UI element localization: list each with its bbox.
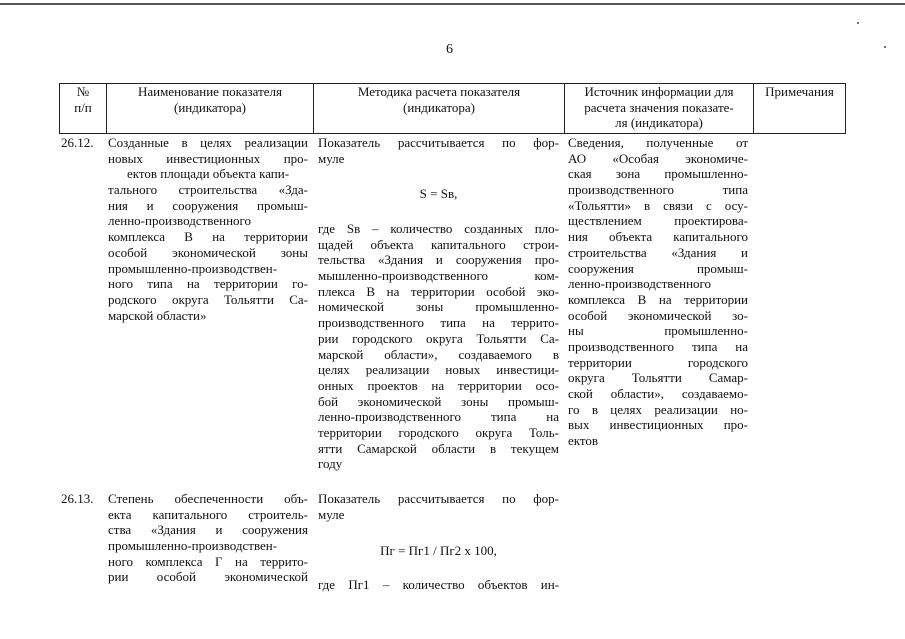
formula: Пг = Пг1 / Пг2 х 100,: [380, 543, 497, 558]
text-line: ектов: [568, 433, 599, 449]
text-line: бой экономической зоны промыш-: [318, 393, 559, 409]
text-line: онных проектов на территории осо-: [318, 377, 559, 393]
text-line: АО «Особая экономиче-: [568, 150, 748, 166]
text-line: Показатель рассчитывается по фор-: [318, 135, 559, 150]
text-line: ектов площади объекта капи-: [126, 166, 290, 182]
text-line: ленно-производственного: [568, 276, 712, 292]
method-description: [318, 221, 559, 472]
text-line: ного типа на территории го-: [108, 276, 308, 292]
information-source: [568, 135, 748, 449]
text-line: вых инвестиционных про-: [568, 417, 748, 433]
indicator-name: [108, 135, 308, 323]
header-indicator-name: [107, 84, 313, 115]
page-number: 6: [446, 42, 453, 57]
text-line: строительства «Здания и: [568, 244, 748, 260]
header-text: (индикатора): [174, 99, 246, 115]
text-line: тального строительства «Зда-: [108, 182, 308, 198]
text-line: плекса В на территории особой эко-: [318, 283, 559, 299]
text-line: рии особой экономической: [108, 569, 308, 585]
method-intro: [318, 135, 559, 166]
row-number: 26.13.: [61, 491, 94, 506]
text-line: особой экономической зо-: [568, 307, 748, 323]
text-line: Степень обеспеченности объ-: [108, 491, 308, 506]
text-line: где Пг1 – количество объектов ин-: [318, 577, 559, 592]
text-line: производственного типа на: [568, 338, 748, 354]
formula: S = Sв,: [419, 186, 458, 201]
text-line: комплекса В на территории: [108, 229, 308, 245]
text-line: году: [318, 456, 343, 472]
text-line: ществлением проектирова-: [568, 213, 748, 229]
text-line: родского округа Тольятти Са-: [108, 291, 308, 307]
header-text: (индикатора): [403, 99, 475, 115]
text-line: екта капитального строитель-: [108, 506, 308, 522]
text-line: территории городского округа Толь-: [318, 424, 559, 440]
header-text: п/п: [74, 99, 92, 115]
header-text: №: [76, 84, 90, 99]
text-line: где Sв – количество созданных пло-: [318, 221, 559, 236]
text-line: ния объекта капитального: [568, 229, 748, 245]
header-text: Примечания: [765, 84, 834, 99]
text-line: ния и сооружения промыш-: [108, 197, 308, 213]
text-line: территории городского: [568, 354, 748, 370]
header-source: [565, 84, 753, 131]
text-line: «Тольятти» в связи с осу-: [568, 197, 748, 213]
text-line: ного комплекса Г на террито-: [108, 553, 308, 569]
text-line: комплекса В на территории: [568, 291, 748, 307]
header-text: расчета значения показате-: [584, 99, 734, 115]
text-line: округа Тольятти Самар-: [568, 370, 748, 386]
text-line: марской области»: [108, 307, 207, 323]
text-line: сооружения промыш-: [568, 260, 748, 276]
header-notes: [754, 84, 845, 100]
text-line: особой экономической зоны: [108, 244, 308, 260]
text-line: Сведения, полученные от: [568, 135, 748, 150]
text-line: ленно-производственного: [108, 213, 252, 229]
text-line: мышленно-производственного ком-: [318, 268, 559, 284]
header-number: [60, 84, 106, 115]
method-description: [318, 577, 559, 593]
scan-speck: [857, 22, 859, 24]
indicator-name: [108, 491, 308, 585]
text-line: номической зоны промышленно-: [318, 299, 559, 315]
text-line: производственного типа на террито-: [318, 315, 559, 331]
text-line: ны промышленно-: [568, 323, 748, 339]
text-line: промышленно-производствен-: [108, 260, 278, 276]
column-divider: [845, 83, 846, 134]
text-line: ленно-производственного типа на: [318, 409, 559, 425]
text-line: ятти Самарской области в текущем: [318, 440, 559, 456]
text-line: промышленно-производствен-: [108, 538, 278, 554]
header-text: ля (индикатора): [615, 115, 703, 131]
text-line: щадей объекта капитального строи-: [318, 236, 559, 252]
text-line: ства «Здания и сооружения: [108, 522, 308, 538]
scan-top-edge: [0, 3, 905, 5]
header-text: Источник информации для: [584, 84, 734, 99]
text-line: Созданные в целях реализации: [108, 135, 308, 150]
scan-speck: [884, 46, 886, 48]
header-method: [314, 84, 564, 115]
text-line: ской области», создаваемо-: [568, 386, 748, 401]
text-line: муле: [318, 506, 345, 522]
text-line: рии городского округа Тольятти Са-: [318, 330, 559, 346]
row-number: 26.12.: [61, 135, 94, 150]
table-header-border: [59, 133, 846, 134]
text-line: марской области», создаваемого в: [318, 346, 559, 362]
header-text: Методика расчета показателя: [357, 84, 521, 99]
header-text: Наименование показателя: [137, 84, 283, 99]
text-line: новых инвестиционных про-: [108, 150, 308, 166]
text-line: го в целях реализации но-: [568, 401, 748, 417]
text-line: целях реализации новых инвестици-: [318, 362, 559, 378]
text-line: ская зона промышленно-: [568, 166, 748, 182]
text-line: Показатель рассчитывается по фор-: [318, 491, 559, 506]
method-intro: [318, 491, 559, 522]
text-line: тельства «Здания и сооружения про-: [318, 252, 559, 268]
text-line: производственного типа: [568, 182, 748, 198]
text-line: муле: [318, 150, 345, 166]
